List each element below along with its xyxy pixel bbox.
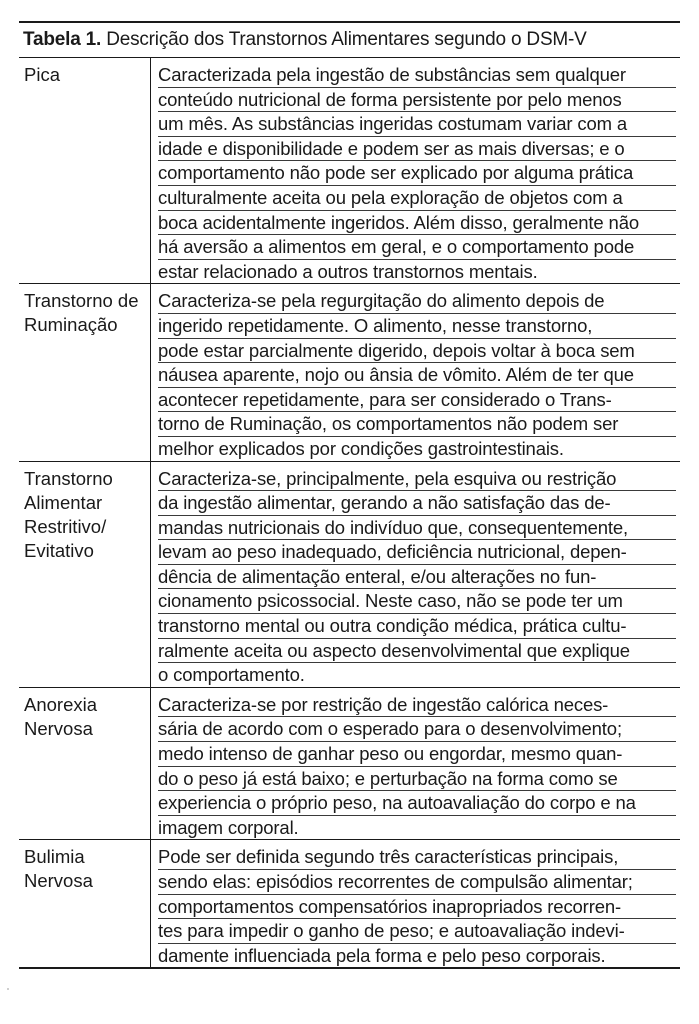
description-line: melhor explicados por condições gastrointestinais.	[158, 437, 564, 459]
caption-text: Descrição dos Transtornos Alimentares segundo o DSM-V	[101, 29, 587, 50]
description-line: transtorno mental ou outra condição médica, prática cultu-	[158, 614, 676, 639]
disorder-name-line: Bulimia	[24, 846, 85, 868]
description-line: náusea aparente, nojo ou ânsia de vômito. Além de ter que	[158, 363, 676, 388]
disorder-description	[151, 840, 680, 967]
disorder-name-line: Pica	[24, 64, 60, 85]
table-row	[19, 840, 680, 969]
disorder-name-line: Transtorno	[24, 467, 113, 489]
description-line: torno de Ruminação, os comportamentos não podem ser	[158, 412, 676, 437]
description-line: damente influenciada pela forma e pelo peso corporais.	[158, 944, 606, 966]
description-line: da ingestão alimentar, gerando a não satisfação das de-	[158, 491, 676, 516]
scan-speck	[7, 988, 9, 990]
description-line: Pode ser definida segundo três características principais,	[158, 845, 676, 870]
description-line: comportamento não pode ser explicado por alguma prática	[158, 161, 676, 186]
description-line: levam ao peso inadequado, deficiência nutricional, depen-	[158, 540, 676, 565]
disorder-name	[19, 840, 151, 967]
description-line: idade e disponibilidade e podem ser as mais diversas; e o	[158, 137, 676, 162]
description-line: o comportamento.	[158, 664, 305, 686]
description-line: Caracteriza-se, principalmente, pela esquiva ou restrição	[158, 467, 676, 492]
description-line: ralmente aceita ou aspecto desenvolvimental que explique	[158, 639, 676, 664]
disorder-name	[19, 688, 151, 840]
description-line: boca acidentalmente ingeridos. Além disso, geralmente não	[158, 211, 676, 236]
disorder-name-line: Evitativo	[24, 539, 94, 561]
table-row	[19, 284, 680, 461]
description-line: estar relacionado a outros transtornos mentais.	[158, 260, 538, 282]
disorder-name-line: Restritivo/	[24, 515, 107, 537]
description-line: do o peso já está baixo; e perturbação na forma como se	[158, 767, 676, 792]
description-line: sária de acordo com o esperado para o desenvolvimento;	[158, 717, 676, 742]
description-line: ingerido repetidamente. O alimento, nesse transtorno,	[158, 314, 676, 339]
description-line: mandas nutricionais do indivíduo que, consequentemente,	[158, 516, 676, 541]
disorder-name-line: Nervosa	[24, 717, 93, 739]
disorder-name-line: Alimentar	[24, 491, 103, 513]
disorder-name-line: Ruminação	[24, 314, 118, 336]
disorder-name	[19, 58, 151, 283]
description-line: acontecer repetidamente, para ser considerado o Trans-	[158, 388, 676, 413]
disorder-name	[19, 462, 151, 687]
description-line: Caracteriza-se por restrição de ingestão calórica neces-	[158, 693, 676, 718]
description-line: cionamento psicossocial. Neste caso, não se pode ter um	[158, 589, 676, 614]
description-line: sendo elas: episódios recorrentes de compulsão alimentar;	[158, 870, 676, 895]
description-line: medo intenso de ganhar peso ou engordar, mesmo quan-	[158, 742, 676, 767]
disorder-description	[151, 688, 680, 840]
description-line: imagem corporal.	[158, 816, 299, 838]
description-line: há aversão a alimentos em geral, e o comportamento pode	[158, 235, 676, 260]
disorder-name-line: Nervosa	[24, 870, 93, 892]
disorder-name-line: Transtorno de	[24, 290, 139, 312]
description-line: dência de alimentação enteral, e/ou alterações no fun-	[158, 565, 676, 590]
description-line: tes para impedir o ganho de peso; e autoavaliação indevi-	[158, 919, 676, 944]
description-line: Caracterizada pela ingestão de substâncias sem qualquer	[158, 63, 676, 88]
table-row	[19, 688, 680, 841]
caption-label: Tabela 1.	[23, 29, 102, 50]
description-line: pode estar parcialmente digerido, depois voltar à boca sem	[158, 339, 676, 364]
eating-disorders-table	[19, 21, 680, 969]
description-line: culturalmente aceita ou pela exploração de objetos com a	[158, 186, 676, 211]
description-line: conteúdo nutricional de forma persistente por pelo menos	[158, 88, 676, 113]
disorder-name	[19, 284, 151, 460]
table-row	[19, 58, 680, 284]
disorder-description	[151, 284, 680, 460]
disorder-description	[151, 58, 680, 283]
table-row	[19, 462, 680, 688]
disorder-name-line: Anorexia	[24, 693, 98, 715]
description-line: Caracteriza-se pela regurgitação do alimento depois de	[158, 289, 676, 314]
table-caption	[19, 23, 680, 58]
description-line: comportamentos compensatórios inapropriados recorren-	[158, 895, 676, 920]
description-line: um mês. As substâncias ingeridas costumam variar com a	[158, 112, 676, 137]
description-line: experiencia o próprio peso, na autoavaliação do corpo e na	[158, 791, 676, 816]
disorder-description	[151, 462, 680, 687]
